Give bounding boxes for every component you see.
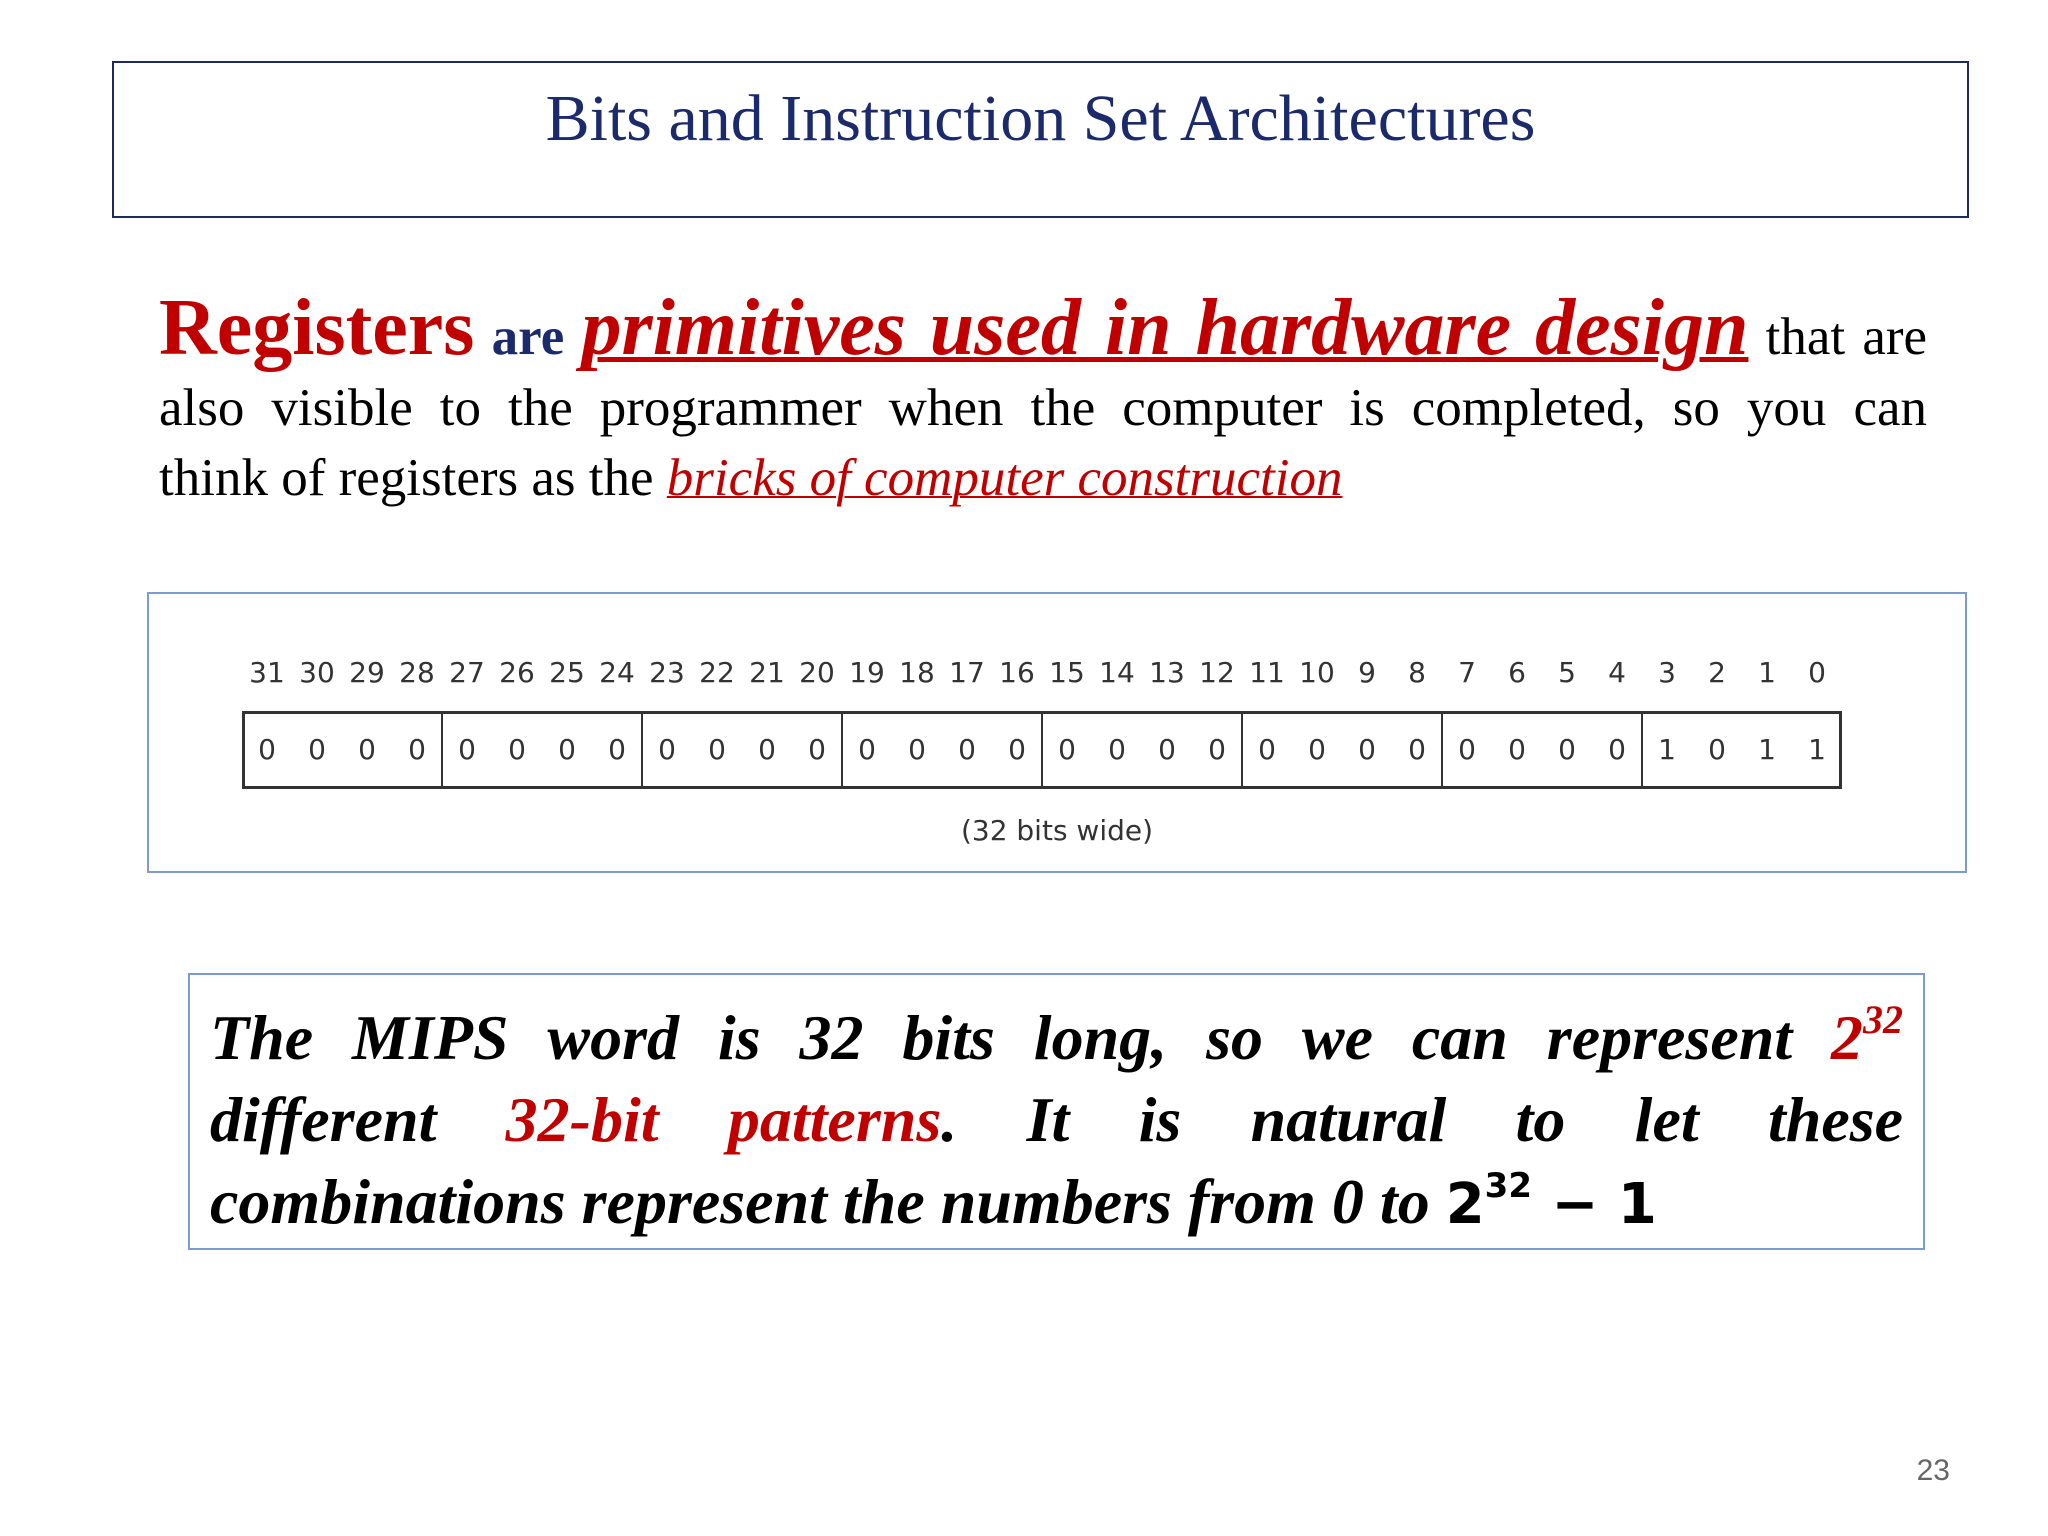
bit-cell: 0 <box>408 733 426 766</box>
bit-cell: 0 <box>1108 733 1126 766</box>
bit-cell: 0 <box>308 733 326 766</box>
bit-cell: 0 <box>1708 733 1726 766</box>
math-base: 2 <box>1445 1172 1485 1237</box>
bit-cell: 1 <box>1758 733 1776 766</box>
power-2-32 <box>1831 997 1903 1073</box>
keyword-32-bit-patterns: 32-bit patterns <box>505 1084 942 1155</box>
bit-cell: 0 <box>1258 733 1276 766</box>
bit-cell: 0 <box>1608 733 1626 766</box>
nibble-divider <box>641 714 643 786</box>
bit-cell: 0 <box>908 733 926 766</box>
bit-index-label: 20 <box>799 656 835 689</box>
bit-cell: 0 <box>808 733 826 766</box>
bit-index-label: 24 <box>599 656 635 689</box>
bit-index-label: 5 <box>1558 656 1576 689</box>
bit-cell: 0 <box>1458 733 1476 766</box>
bit-index-label: 17 <box>949 656 985 689</box>
bit-index-label: 22 <box>699 656 735 689</box>
bit-cell: 0 <box>1058 733 1076 766</box>
register-figure <box>147 592 1967 873</box>
nibble-divider <box>1641 714 1643 786</box>
bit-value-row <box>242 711 1842 789</box>
para-line-2: also visible to the programmer when the computer is completed, so you can <box>159 379 1927 437</box>
bit-index-label: 2 <box>1708 656 1726 689</box>
bit-cell: 1 <box>1658 733 1676 766</box>
bit-index-label: 8 <box>1408 656 1426 689</box>
power-exponent: 32 <box>1863 997 1903 1042</box>
bit-cell: 1 <box>1808 733 1826 766</box>
bit-index-label: 0 <box>1808 656 1826 689</box>
mips-box <box>188 973 1925 1250</box>
keyword-registers: Registers <box>159 284 475 372</box>
bit-cell: 0 <box>358 733 376 766</box>
nibble-divider <box>441 714 443 786</box>
text-line3-start: think of registers as the <box>159 449 654 507</box>
bit-index-label: 23 <box>649 656 685 689</box>
bit-index-label: 13 <box>1149 656 1185 689</box>
bit-index-label: 4 <box>1608 656 1626 689</box>
bit-cell: 0 <box>958 733 976 766</box>
bit-cell: 0 <box>608 733 626 766</box>
bit-index-label: 10 <box>1299 656 1335 689</box>
bit-cell: 0 <box>1358 733 1376 766</box>
mips-line2-start: different <box>210 1084 437 1155</box>
bit-cell: 0 <box>708 733 726 766</box>
bit-index-label: 6 <box>1508 656 1526 689</box>
mips-line2-end: It is natural to let these <box>1026 1084 1904 1155</box>
mips-line2-dot: . <box>941 1084 958 1155</box>
mips-line-2 <box>210 1079 1903 1161</box>
mips-line-3 <box>210 1161 1903 1246</box>
bit-index-label: 15 <box>1049 656 1085 689</box>
bit-index-label: 21 <box>749 656 785 689</box>
mips-line3-text: combinations represent the numbers from 0 to <box>210 1166 1430 1237</box>
keyword-primitives: primitives used in hardware design <box>581 284 1749 372</box>
nibble-divider <box>841 714 843 786</box>
bit-index-label: 27 <box>449 656 485 689</box>
bit-index-label: 19 <box>849 656 885 689</box>
bit-cell: 0 <box>458 733 476 766</box>
math-expression <box>1445 1166 1657 1237</box>
mips-line-1 <box>210 997 1903 1079</box>
bit-cell: 0 <box>858 733 876 766</box>
title-box <box>112 61 1969 218</box>
bit-index-label: 25 <box>549 656 585 689</box>
para-line-3 <box>159 443 1927 513</box>
intro-paragraph <box>159 283 1927 513</box>
figure-caption: (32 bits wide) <box>960 814 1154 847</box>
bit-cell: 0 <box>258 733 276 766</box>
bit-number-row <box>149 656 1965 696</box>
bit-cell: 0 <box>508 733 526 766</box>
nibble-divider <box>1241 714 1243 786</box>
word-are: are <box>491 308 565 366</box>
bit-cell: 0 <box>1558 733 1576 766</box>
bit-index-label: 18 <box>899 656 935 689</box>
bit-index-label: 3 <box>1658 656 1676 689</box>
power-base: 2 <box>1831 1002 1863 1073</box>
page-number: 23 <box>1916 1454 1950 1487</box>
bit-index-label: 29 <box>349 656 385 689</box>
bit-index-label: 16 <box>999 656 1035 689</box>
bit-index-label: 14 <box>1099 656 1135 689</box>
bit-index-label: 30 <box>299 656 335 689</box>
bit-cell: 0 <box>1158 733 1176 766</box>
nibble-divider <box>1441 714 1443 786</box>
bit-cell: 0 <box>658 733 676 766</box>
mips-text <box>210 997 1903 1246</box>
bit-index-label: 11 <box>1249 656 1285 689</box>
bit-cell: 0 <box>1508 733 1526 766</box>
bit-cell: 0 <box>1008 733 1026 766</box>
bit-cell: 0 <box>1308 733 1326 766</box>
bit-index-label: 7 <box>1458 656 1476 689</box>
nibble-divider <box>1041 714 1043 786</box>
bit-cell: 0 <box>1208 733 1226 766</box>
slide-title: Bits and Instruction Set Architectures <box>545 82 1536 155</box>
para-line-1 <box>159 283 1927 373</box>
bit-cell: 0 <box>558 733 576 766</box>
bit-index-label: 26 <box>499 656 535 689</box>
bit-index-label: 12 <box>1199 656 1235 689</box>
bit-cell: 0 <box>758 733 776 766</box>
bit-index-label: 9 <box>1358 656 1376 689</box>
bit-cell: 0 <box>1408 733 1426 766</box>
keyword-bricks: bricks of computer construction <box>666 449 1343 507</box>
math-minus-one: − 1 <box>1551 1172 1657 1237</box>
mips-line1-text: The MIPS word is 32 bits long, so we can represent <box>210 1002 1793 1073</box>
bit-index-label: 1 <box>1758 656 1776 689</box>
bit-index-label: 28 <box>399 656 435 689</box>
bit-index-label: 31 <box>249 656 285 689</box>
math-exponent: 32 <box>1484 1166 1532 1206</box>
text-that-are: that are <box>1765 308 1928 366</box>
